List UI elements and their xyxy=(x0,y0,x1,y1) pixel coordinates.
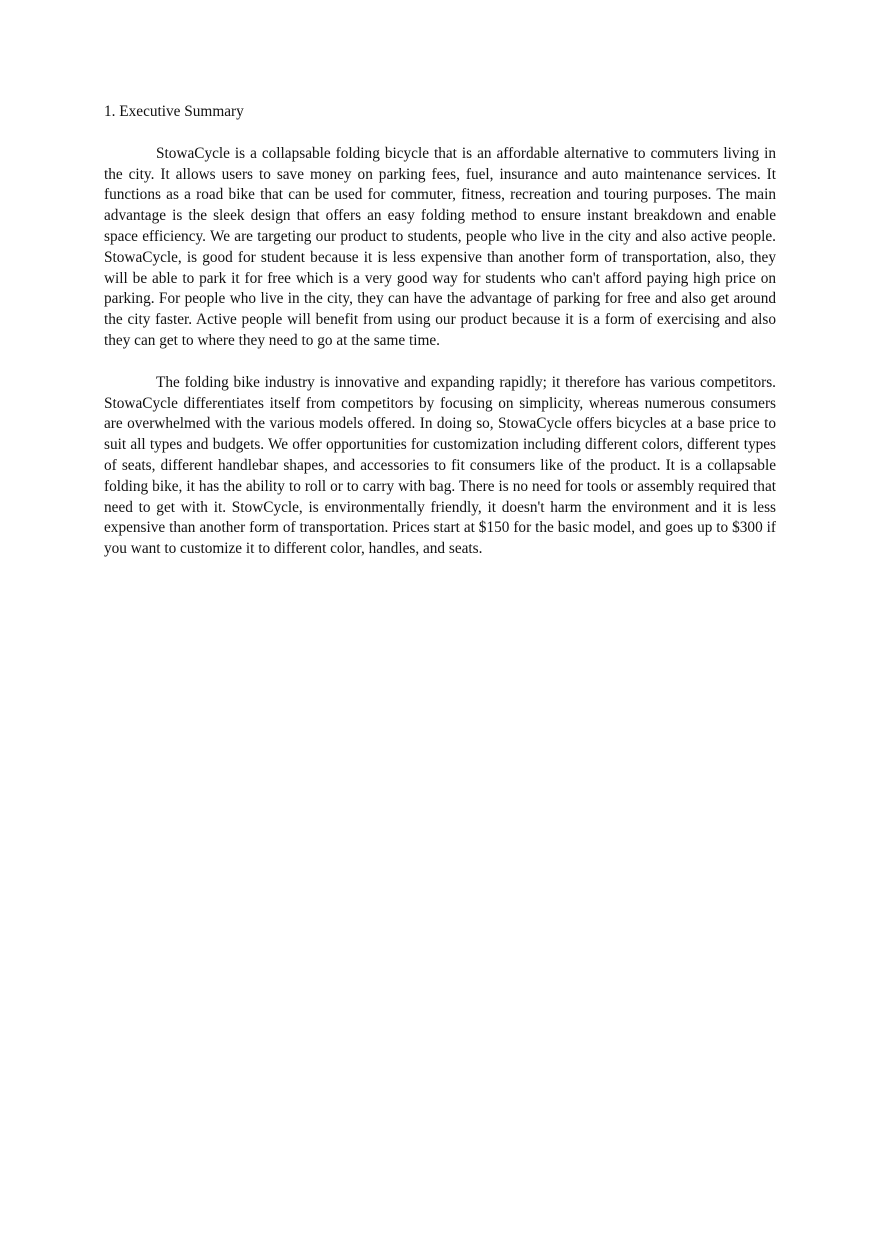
paragraph-competition: The folding bike industry is innovative and expanding rapidly; it therefore has various competitors. StowaCycle differentiates itself from competitors by focusing on simplicity, whereas numerous consumers are overwhelmed with the various models offered. In doing so, StowaCycle offers bicycles at a base price to suit all types and budgets. We offer opportunities for customization including different colors, different types of seats, different handlebar shapes, and accessories to fit consumers like of the product. It is a collapsable folding bike, it has the ability to roll or to carry with bag. There is no need for tools or assembly required that need to get with it. StowCycle, is environmentally friendly, it doesn't harm the environment and it is less expensive than another form of transportation. Prices start at $150 for the basic model, and goes up to $300 if you want to customize it to different color, handles, and seats. xyxy=(104,373,776,558)
document-body xyxy=(104,102,776,560)
section-heading: 1. Executive Summary xyxy=(104,103,244,120)
paragraph-intro: StowaCycle is a collapsable folding bicycle that is an affordable alternative to commuters living in the city. It allows users to save money on parking fees, fuel, insurance and auto maintenance services. It functions as a road bike that can be used for commuter, fitness, recreation and touring purposes. The main advantage is the sleek design that offers an easy folding method to ensure instant breakdown and enable space efficiency. We are targeting our product to students, people who live in the city and also active people. StowaCycle, is good for student because it is less expensive than another form of transportation, also, they will be able to park it for free which is a very good way for students who can't afford paying high price on parking. For people who live in the city, they can have the advantage of parking for free and also get around the city faster. Active people will benefit from using our product because it is a form of exercising and also they can get to where they need to go at the same time. xyxy=(104,144,776,349)
